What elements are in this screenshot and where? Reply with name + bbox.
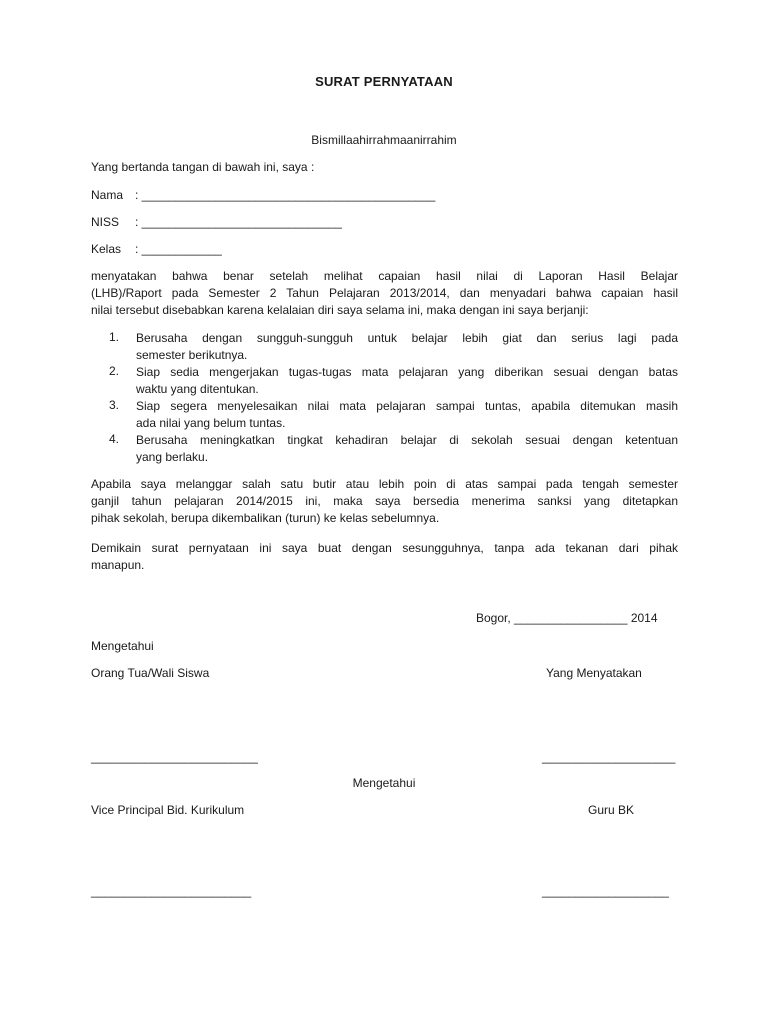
counselor-signature-label: Guru BK bbox=[588, 803, 635, 817]
closing-line: manapun. bbox=[91, 558, 145, 572]
sanction-line: pihak sekolah, berupa dikembalikan (turun) ke kelas sebelumnya. bbox=[91, 511, 440, 525]
name-field-label: Nama bbox=[91, 188, 124, 202]
name-field-blank: : ____________________________________________ bbox=[135, 188, 436, 202]
list-item-text: yang berlaku. bbox=[136, 450, 209, 464]
sanction-line: ganjil tahun pelajaran 2014/2015 ini, maka saya bersedia menerima sanksi yang ditetapkan bbox=[91, 494, 678, 508]
promise-list bbox=[109, 330, 678, 466]
list-item-number: 3. bbox=[109, 398, 120, 412]
list-item-number: 2. bbox=[109, 364, 120, 378]
statement-line: (LHB)/Raport pada Semester 2 Tahun Pelajaran 2013/2014, dan menyadari bahwa capaian hasil bbox=[91, 286, 678, 300]
niss-field-label: NISS bbox=[91, 215, 120, 229]
list-item-number: 1. bbox=[109, 330, 120, 344]
second-acknowledgement-heading: Mengetahui bbox=[352, 776, 416, 790]
list-item bbox=[109, 398, 678, 432]
document-title: SURAT PERNYATAAN bbox=[315, 74, 453, 89]
list-item-text: Siap sedia mengerjakan tugas-tugas mata pelajaran yang diberikan sesuai dengan batas bbox=[136, 365, 678, 379]
parent-signature-line: _________________________ bbox=[91, 750, 258, 764]
parent-signature-label: Orang Tua/Wali Siswa bbox=[91, 666, 210, 680]
opening-basmalah: Bismillaahirrahmaanirrahim bbox=[311, 133, 457, 147]
class-field-blank: : ____________ bbox=[135, 242, 222, 256]
list-item-text: Berusaha dengan sungguh-sungguh untuk belajar lebih giat dan serius lagi pada bbox=[136, 331, 678, 345]
counselor-signature-line: ___________________ bbox=[542, 884, 669, 898]
statement-line: nilai tersebut disebabkan karena kelalaian diri saya selama ini, maka dengan ini saya berjanji: bbox=[91, 303, 589, 317]
list-item-number: 4. bbox=[109, 432, 120, 446]
sanction-line: Apabila saya melanggar salah satu butir atau lebih poin di atas sampai pada tengah semester bbox=[91, 477, 678, 491]
closing-paragraph bbox=[91, 540, 678, 574]
place-date-line: Bogor, _________________ 2014 bbox=[476, 611, 658, 625]
niss-field-blank: : ______________________________ bbox=[135, 215, 342, 229]
vice-principal-signature-line: ________________________ bbox=[91, 884, 252, 898]
statement-paragraph bbox=[91, 268, 678, 319]
statement-line: menyatakan bahwa benar setelah melihat capaian hasil nilai di Laporan Hasil Belajar bbox=[91, 269, 678, 283]
list-item bbox=[109, 330, 678, 364]
declarant-signature-label: Yang Menyatakan bbox=[546, 666, 642, 680]
acknowledgement-heading: Mengetahui bbox=[91, 639, 154, 653]
list-item-text: Berusaha meningkatkan tingkat kehadiran belajar di sekolah sesuai dengan ketentuan bbox=[136, 433, 678, 447]
list-item bbox=[109, 432, 678, 466]
sanction-paragraph bbox=[91, 476, 678, 527]
class-field-label: Kelas bbox=[91, 242, 122, 256]
list-item-text: semester berikutnya. bbox=[136, 348, 248, 362]
vice-principal-signature-label: Vice Principal Bid. Kurikulum bbox=[91, 803, 245, 817]
list-item-text: ada nilai yang belum tuntas. bbox=[136, 416, 286, 430]
list-item-text: Siap segera menyelesaikan nilai mata pelajaran sampai tuntas, apabila ditemukan masih bbox=[136, 399, 678, 413]
declarant-signature-line: ____________________ bbox=[542, 750, 676, 764]
intro-text: Yang bertanda tangan di bawah ini, saya : bbox=[91, 160, 315, 174]
closing-line: Demikain surat pernyataan ini saya buat dengan sesungguhnya, tanpa ada tekanan dari pihak bbox=[91, 541, 678, 555]
list-item bbox=[109, 364, 678, 398]
list-item-text: waktu yang ditentukan. bbox=[136, 382, 259, 396]
